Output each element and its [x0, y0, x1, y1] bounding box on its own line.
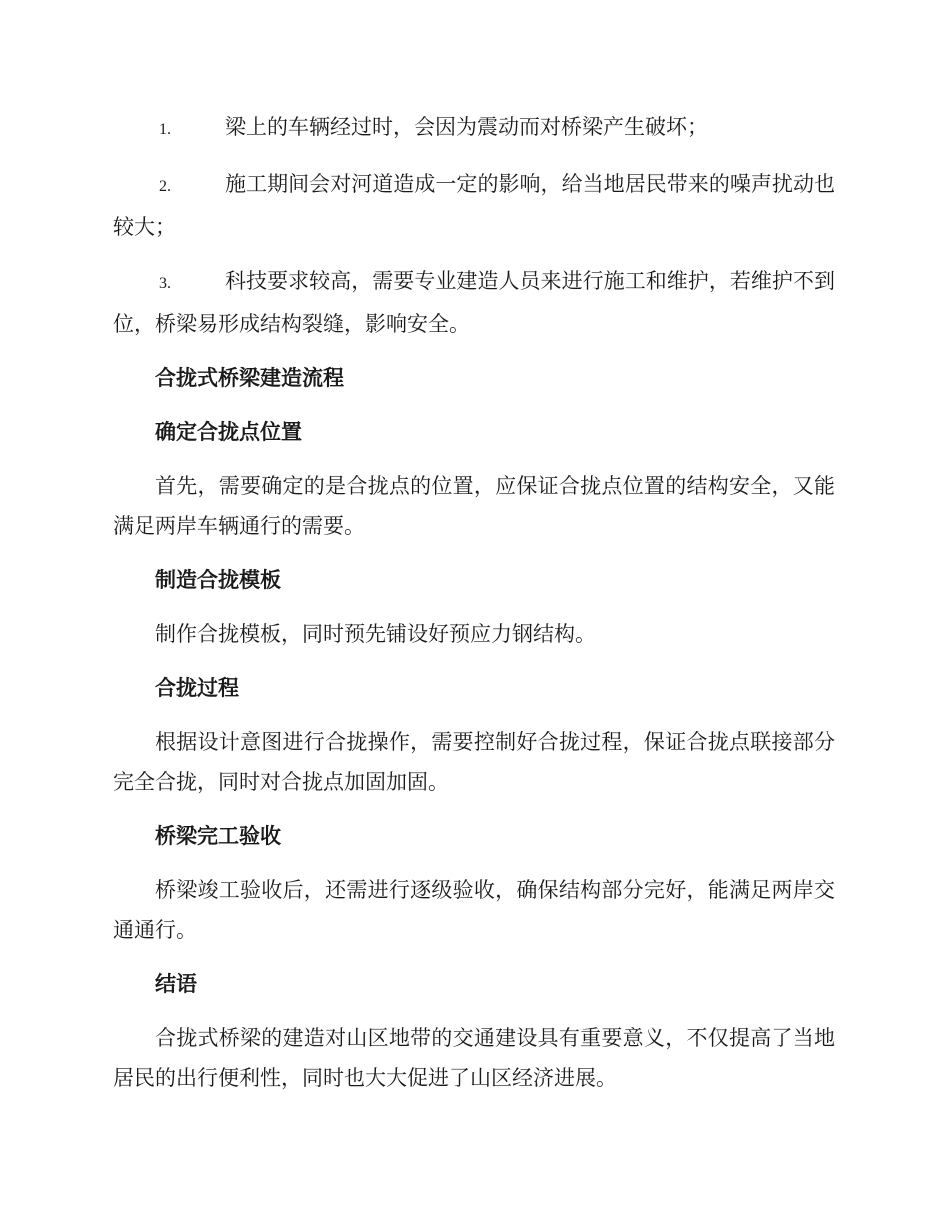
step-body-1: 首先，需要确定的是合拢点的位置，应保证合拢点位置的结构安全，又能满足两岸车辆通行的需要。: [113, 474, 835, 538]
list-text: 梁上的车辆经过时，会因为震动而对桥梁产生破坏；: [225, 115, 708, 139]
conclusion-heading: 结语: [155, 972, 197, 996]
step-body-4: 桥梁竣工验收后，还需进行逐级验收，确保结构部分完好，能满足两岸交通通行。: [113, 878, 835, 942]
list-number: 1.: [159, 121, 171, 138]
step-heading-4: 桥梁完工验收: [155, 824, 281, 848]
conclusion-body: 合拢式桥梁的建造对山区地带的交通建设具有重要意义，不仅提高了当地居民的出行便利性，同时也大大促进了山区经济进展。: [113, 1026, 835, 1090]
list-item-3: [113, 261, 835, 344]
section-title: 合拢式桥梁建造流程: [155, 366, 344, 390]
step-body-2: 制作合拢模板，同时预先铺设好预应力钢结构。: [155, 622, 596, 646]
step-heading-2: 制造合拢模板: [155, 568, 281, 592]
document-page: [113, 107, 835, 1112]
list-text: 施工期间会对河道造成一定的影响，给当地居民带来的噪声扰动也较大；: [113, 172, 835, 239]
list-item-1: [113, 107, 835, 150]
list-text: 科技要求较高，需要专业建造人员来进行施工和维护，若维护不到位，桥梁易形成结构裂缝，影响安全。: [113, 269, 835, 336]
list-number: 2.: [159, 178, 171, 195]
list-number: 3.: [159, 275, 171, 292]
step-body-3: 根据设计意图进行合拢操作，需要控制好合拢过程，保证合拢点联接部分完全合拢，同时对合拢点加固加固。: [113, 730, 835, 794]
step-heading-1: 确定合拢点位置: [155, 420, 302, 444]
step-heading-3: 合拢过程: [155, 676, 239, 700]
list-item-2: [113, 164, 835, 247]
